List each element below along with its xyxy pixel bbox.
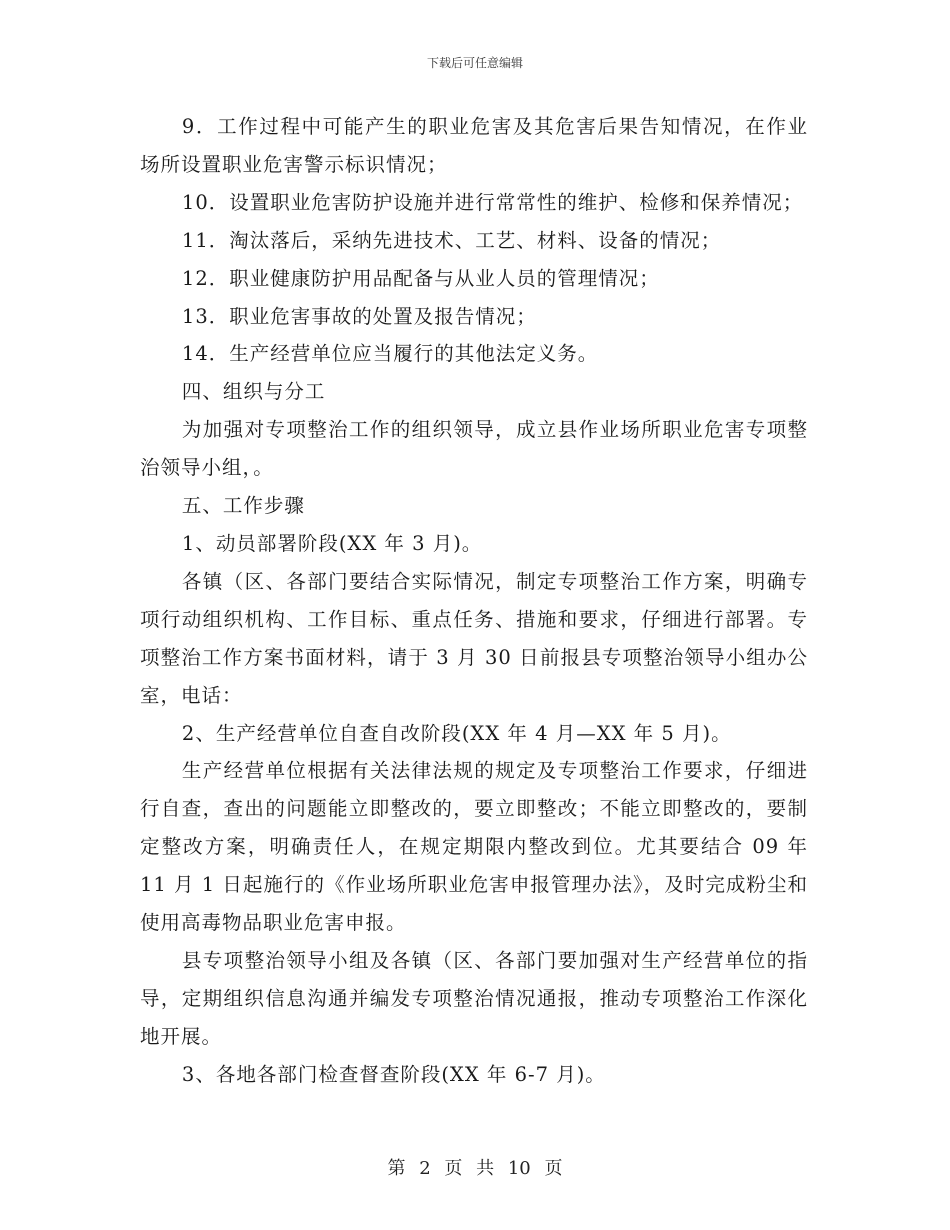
paragraph: 为加强对专项整治工作的组织领导，成立县作业场所职业危害专项整治领导小组，。: [140, 418, 808, 480]
section-heading: 四、组织与分工: [181, 380, 326, 404]
paragraph: 12．职业健康防护用品配备与从业人员的管理情况；: [181, 266, 660, 290]
paragraph: 县专项整治领导小组及各镇（区、各部门要加强对生产经营单位的指导，定期组织信息沟通并编发专项整治情况通报，推动专项整治工作深化地开展。: [140, 948, 808, 1048]
paragraph: 生产经营单位根据有关法律法规的规定及专项整治工作要求，仔细进行自查，查出的问题能立即整改的，要立即整改；不能立即整改的，要制定整改方案，明确责任人，在规定期限内整改到位。尤其要结合 09 年 11 月 1 日起施行的《作业场所职业危害申报管理办法》，及时完成粉尘和使用高毒物品职业危害申报。: [140, 759, 808, 935]
section-heading: 五、工作步骤: [181, 494, 305, 518]
page-footer: 第 2 页 共 10 页: [387, 1158, 563, 1179]
step-heading: 2、生产经营单位自查自改阶段(XX 年 4 月—XX 年 5 月)。: [181, 721, 732, 745]
paragraph: 13．职业危害事故的处置及报告情况；: [181, 304, 537, 328]
paragraph: 11．淘汰落后，采纳先进技术、工艺、材料、设备的情况；: [181, 228, 722, 252]
step-heading: 3、各地各部门检查督查阶段(XX 年 6-7 月)。: [181, 1062, 606, 1086]
step-heading: 1、动员部署阶段(XX 年 3 月)。: [181, 531, 483, 555]
document-body: [140, 108, 808, 1094]
paragraph: 各镇（区、各部门要结合实际情况，制定专项整治工作方案，明确专项行动组织机构、工作目标、重点任务、措施和要求，仔细进行部署。专项整治工作方案书面材料，请于 3 月 30 日前报县专项整治领导小组办公室，电话：: [140, 569, 808, 707]
paragraph: 10．设置职业危害防护设施并进行常常性的维护、检修和保养情况；: [181, 190, 804, 214]
paragraph: 14．生产经营单位应当履行的其他法定义务。: [181, 342, 599, 366]
paragraph: 9．工作过程中可能产生的职业危害及其危害后果告知情况，在作业场所设置职业危害警示标识情况；: [140, 115, 808, 176]
page-header: 下载后可任意编辑: [426, 56, 523, 70]
